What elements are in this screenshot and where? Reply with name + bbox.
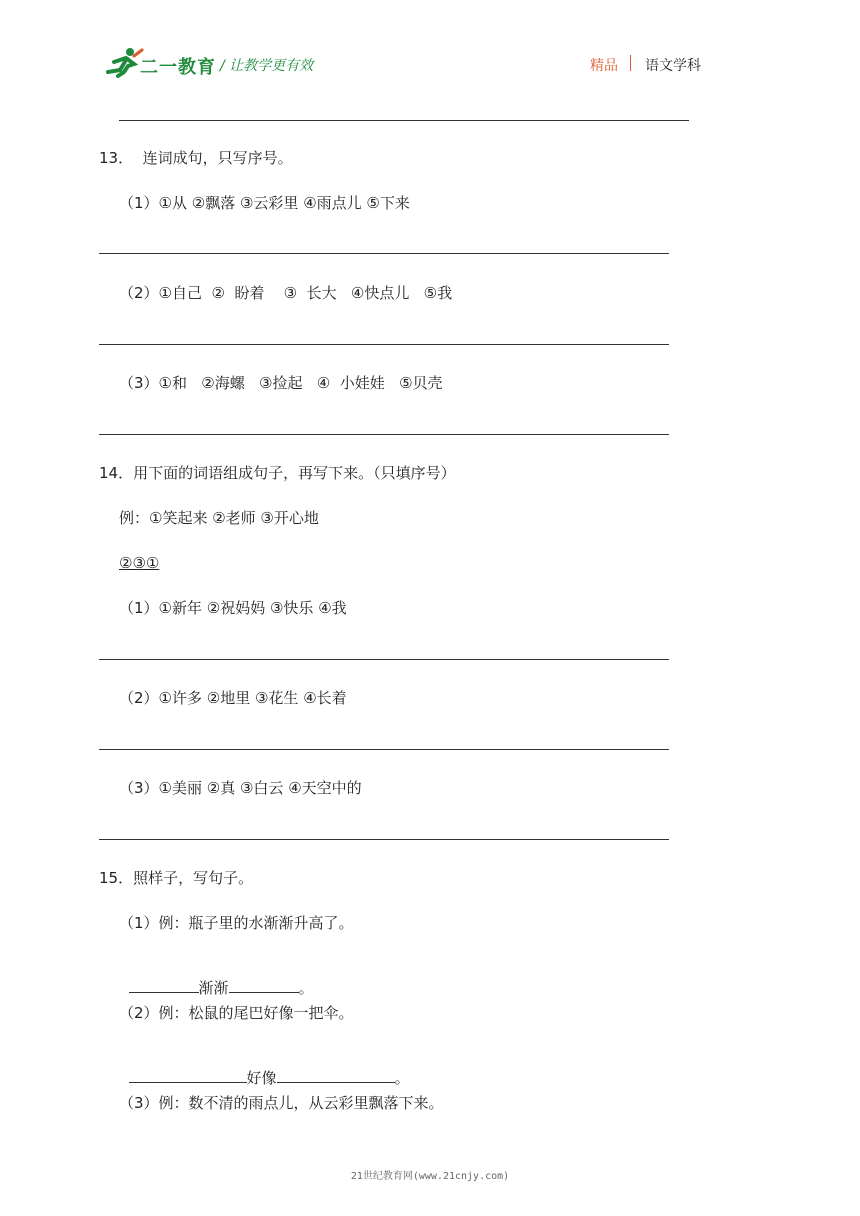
question-15-fill-1: [119, 958, 314, 998]
answer-line[interactable]: [99, 839, 669, 840]
question-15-example-3: （3）例：数不清的雨点儿，从云彩里飘落下来。: [119, 1094, 444, 1112]
blank-field[interactable]: [129, 1068, 247, 1083]
blank-field[interactable]: [229, 978, 299, 993]
brand-name: 二一教育: [140, 57, 216, 78]
answer-line[interactable]: [99, 434, 669, 435]
question-13-item-2: （2）①自己 ② 盼着 ③ 长大 ④快点儿 ⑤我: [119, 284, 453, 302]
page-footer: 21世纪教育网(www.21cnjy.com): [350, 1171, 510, 1182]
question-13-item-1: （1）①从 ②飘落 ③云彩里 ④雨点儿 ⑤下来: [119, 194, 410, 212]
question-14-item-1: （1）①新年 ②祝妈妈 ③快乐 ④我: [119, 599, 347, 617]
question-15-title: 15．照样子，写句子。: [99, 869, 254, 887]
answer-line[interactable]: [99, 253, 669, 254]
blank-field[interactable]: [277, 1068, 395, 1083]
quality-tag: 精品: [590, 58, 618, 74]
subject-label: 语文学科: [645, 58, 701, 74]
slogan: / 让教学更有效: [220, 58, 314, 74]
answer-line[interactable]: [99, 749, 669, 750]
question-14-example-answer: ②③①: [119, 554, 160, 572]
keyword: 好像: [246, 1069, 277, 1087]
question-14-example: 例：①笑起来 ②老师 ③开心地: [119, 509, 319, 527]
question-15-fill-2: [119, 1048, 410, 1088]
question-15-example-2: （2）例：松鼠的尾巴好像一把伞。: [119, 1004, 354, 1022]
header-divider: [630, 55, 631, 71]
question-14-item-2: （2）①许多 ②地里 ③花生 ④长着: [119, 689, 347, 707]
blank-field[interactable]: [129, 978, 199, 993]
question-14-item-3: （3）①美丽 ②真 ③白云 ④天空中的: [119, 779, 362, 797]
answer-line: [119, 120, 689, 121]
runner-logo-icon: [104, 46, 144, 80]
keyword: 渐渐: [198, 979, 229, 997]
answer-line[interactable]: [99, 659, 669, 660]
answer-line[interactable]: [99, 344, 669, 345]
question-15-example-1: （1）例：瓶子里的水渐渐升高了。: [119, 914, 354, 932]
period: 。: [394, 1069, 410, 1087]
question-13-title: 13． 连词成句，只写序号。: [99, 149, 293, 167]
period: 。: [298, 979, 314, 997]
question-13-item-3: （3）①和 ②海螺 ③捡起 ④ 小娃娃 ⑤贝壳: [119, 374, 443, 392]
question-14-title: 14．用下面的词语组成句子，再写下来。（只填序号）: [99, 464, 456, 482]
